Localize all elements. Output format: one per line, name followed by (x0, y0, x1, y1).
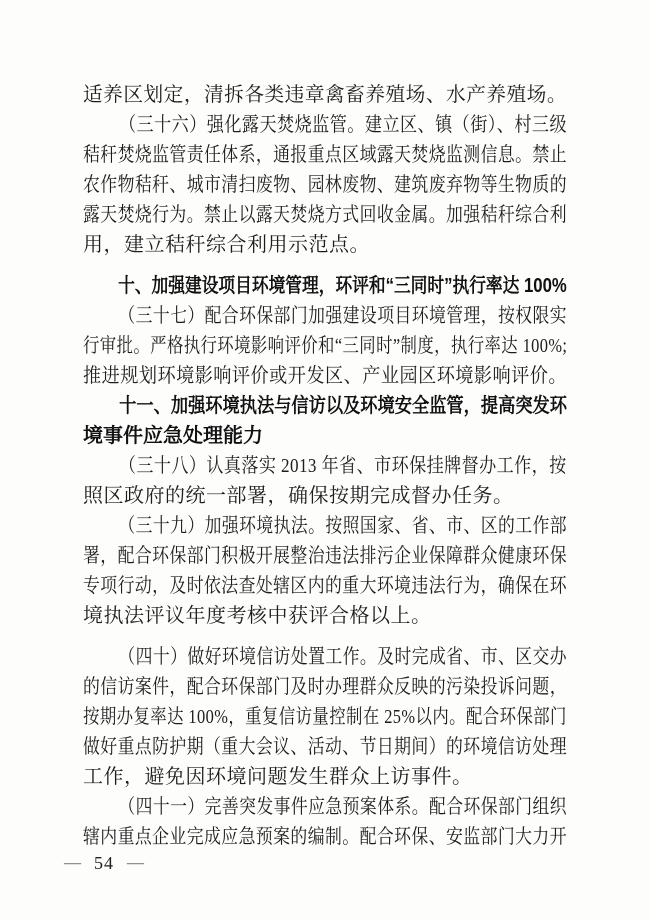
text-line: 的信访案件，配合环保部门及时办理群众反映的污染投诉问题， (83, 676, 567, 698)
text-line: （三十九）加强环境执法。按照国家、省、市、区的工作部 (118, 515, 568, 537)
text-line: （四十）做好环境信访处置工作。及时完成省、市、区交办 (118, 646, 568, 668)
section-heading: 境事件应急处理能力 (83, 425, 263, 447)
text-line: 用，建立秸秆综合利用示范点。 (83, 234, 370, 256)
text-line: 工作，避免因环境问题发生群众上访事件。 (83, 766, 473, 788)
text-line: 露天焚烧行为。禁止以露天焚烧方式回收金属。加强秸秆综合利 (83, 204, 567, 226)
text-line: （四十一）完善突发事件应急预案体系。配合环保部门组织 (118, 796, 568, 818)
section-heading: 十、加强建设项目环境管理，环评和“三同时”执行率达 100% (118, 275, 567, 297)
footer-left-dash: — (64, 855, 81, 871)
text-line: 专项行动，及时依法查处辖区内的重大环境违法行为，确保在环 (83, 575, 567, 597)
text-line: 照区政府的统一部署，确保按期完成督办任务。 (83, 485, 514, 507)
text-line: 农作物秸秆、城市清扫废物、园林废物、建筑废弃物等生物质的 (83, 174, 567, 196)
text-line: 秸秆焚烧监管责任体系，通报重点区域露天焚烧监测信息。禁止 (83, 144, 567, 166)
page-footer (64, 851, 144, 875)
text-line: 做好重点防护期（重大会议、活动、节日期间）的环境信访处理 (83, 736, 567, 758)
page-number: 54 (94, 853, 114, 873)
section-heading: 十一、加强环境执法与信访以及环境安全监管，提高突发环 (119, 395, 567, 417)
text-line: 按期办复率达 100%，重复信访量控制在 25%以内。配合环保部门 (83, 706, 567, 728)
text-line: 辖内重点企业完成应急预案的编制。配合环保、安监部门大力开 (83, 826, 567, 848)
text-line: （三十七）配合环保部门加强建设项目环境管理，按权限实 (118, 305, 568, 327)
text-line: （三十六）强化露天焚烧监管。建立区、镇（街）、村三级 (118, 114, 567, 136)
text-line: 行审批。严格执行环境影响评价和“三同时”制度，执行率达 100%; (83, 335, 568, 357)
page-body (83, 80, 567, 852)
text-line: 署，配合环保部门积极开展整治违法排污企业保障群众健康环保 (83, 545, 567, 567)
footer-right-dash: — (127, 855, 144, 871)
text-line: 适养区划定，清拆各类违章禽畜养殖场、水产养殖场。 (83, 84, 567, 106)
text-line: 推进规划环境影响评价或开发区、产业园区环境影响评价。 (83, 365, 567, 387)
text-line: （三十八）认真落实 2013 年省、市环保挂牌督办工作，按 (118, 455, 567, 477)
text-line: 境执法评议年度考核中获评合格以上。 (83, 605, 432, 627)
